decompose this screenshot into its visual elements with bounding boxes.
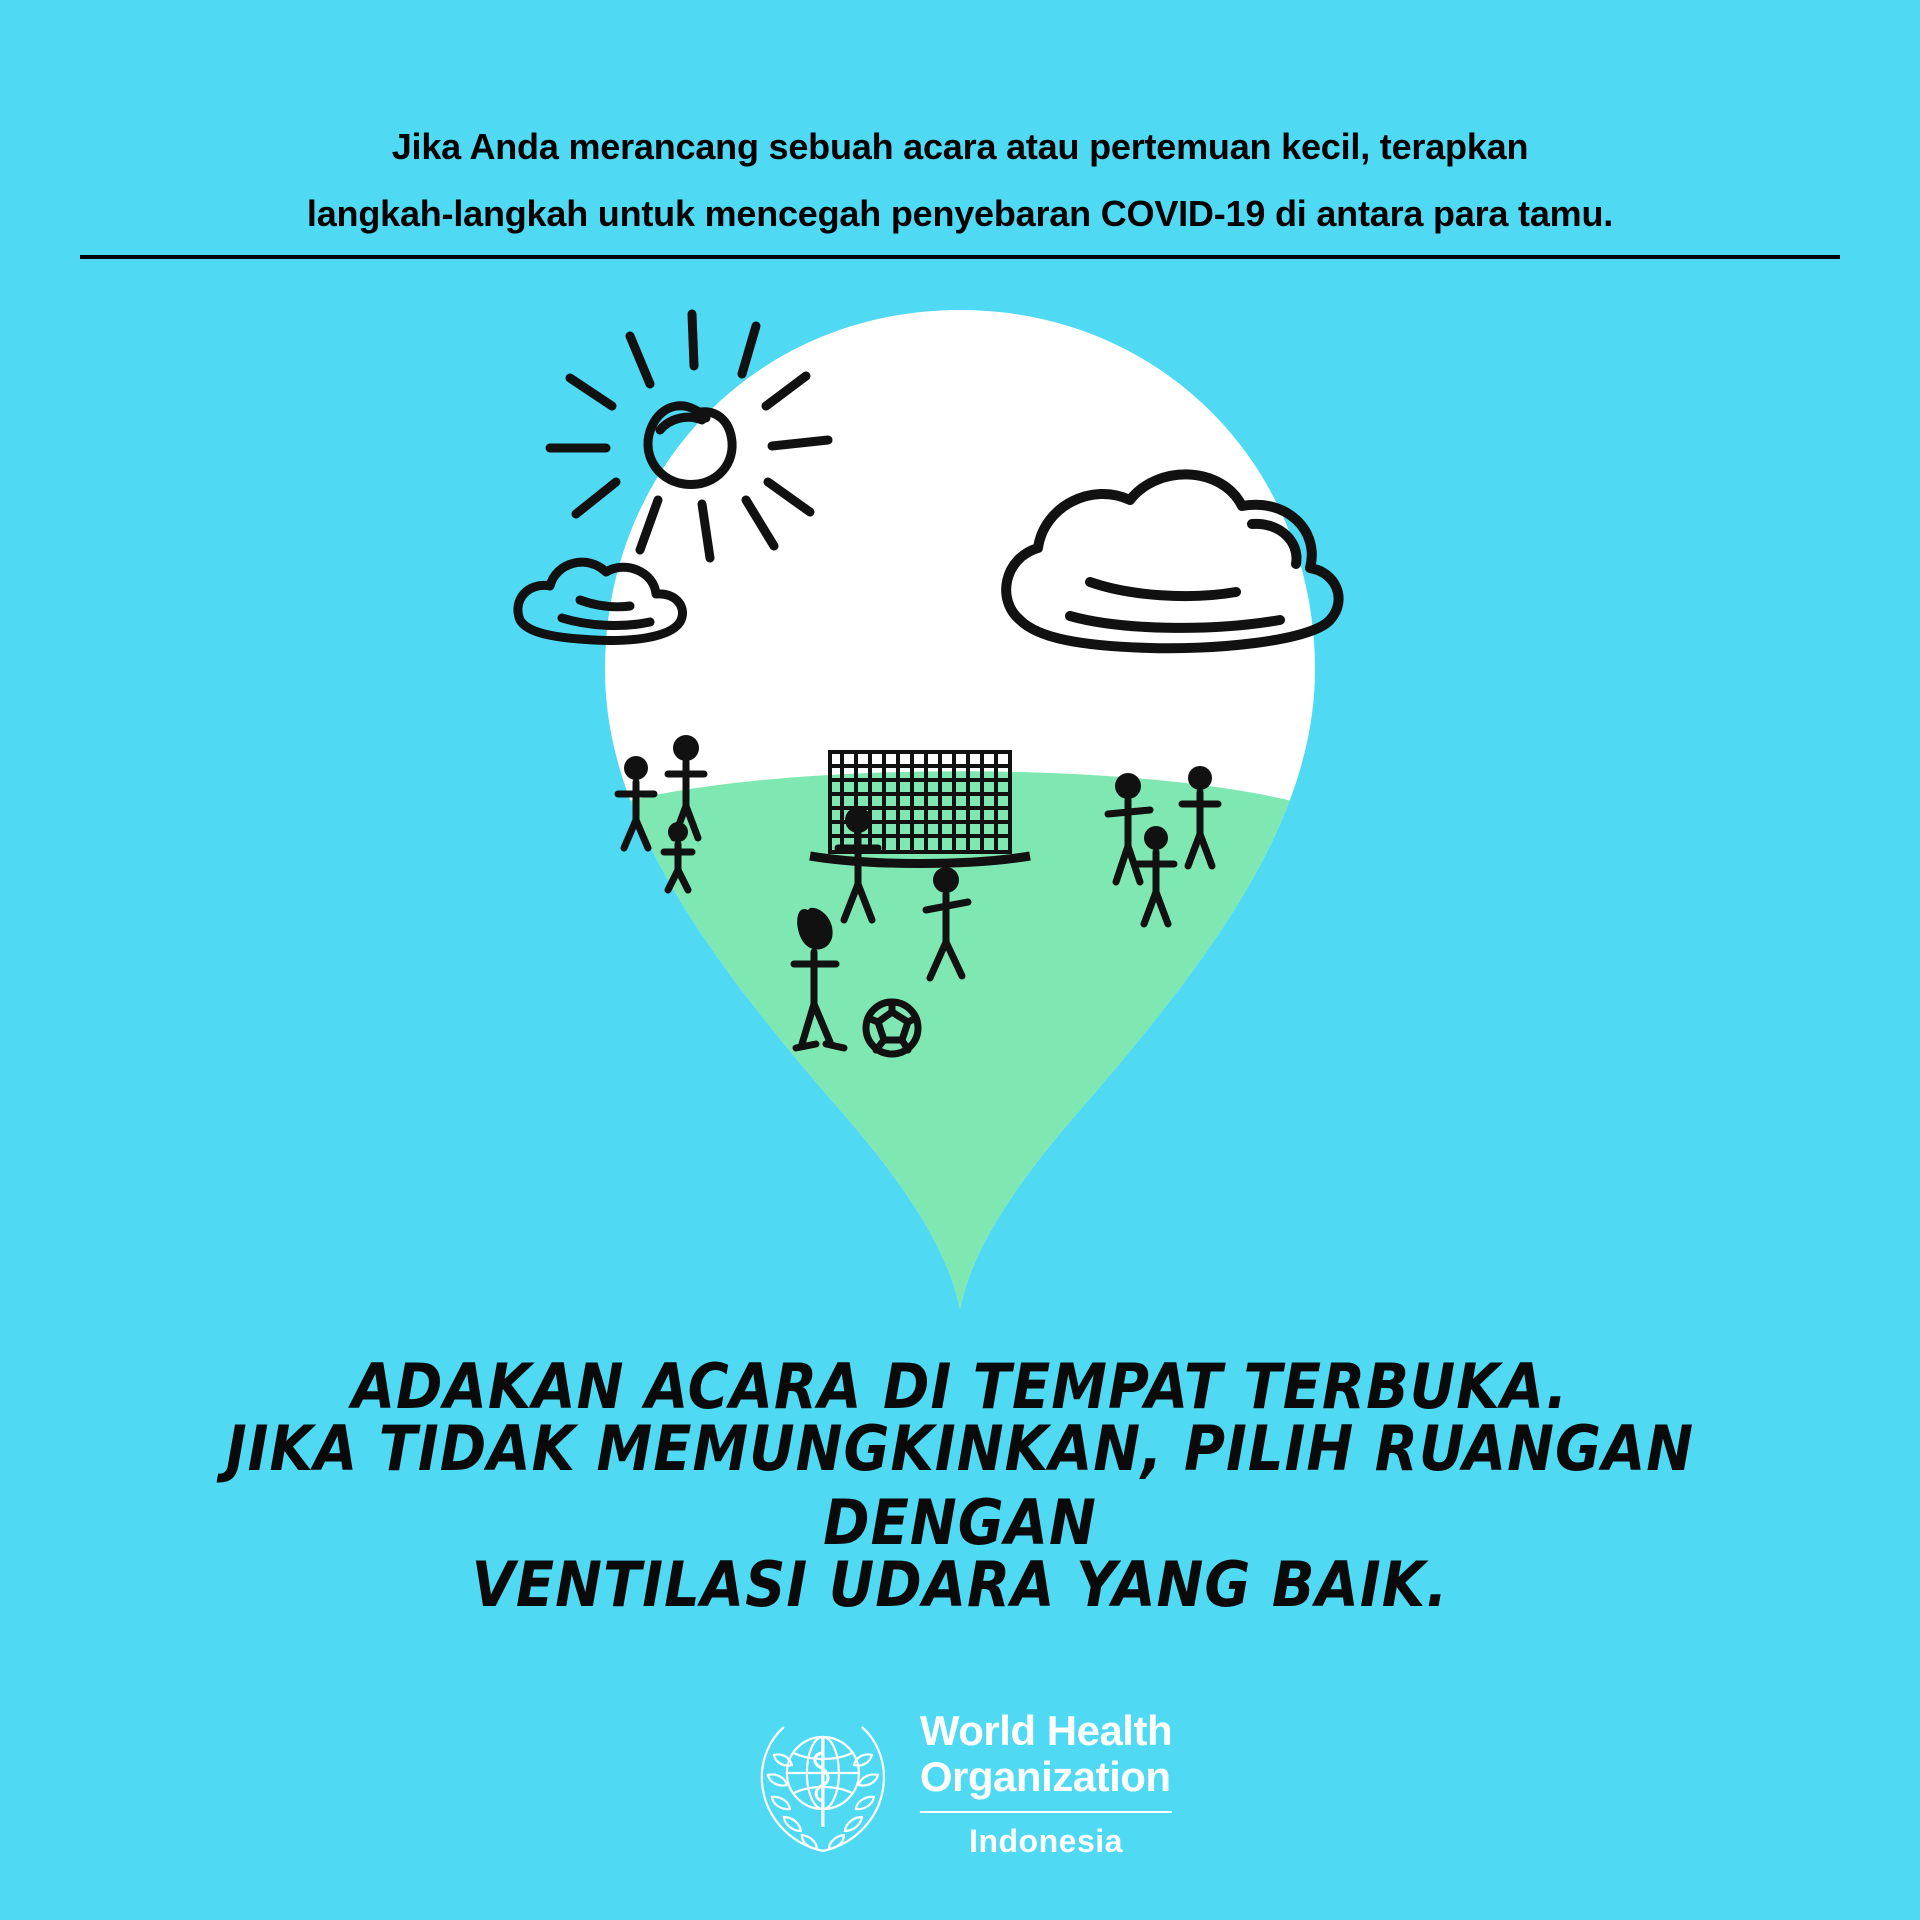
header-line-1: Jika Anda merancang sebuah acara atau pertemuan kecil, terapkan — [391, 126, 1529, 167]
who-name-line-1: World Health — [919, 1707, 1173, 1755]
caption-line-1: ADAKAN ACARA DI TEMPAT TERBUKA. — [351, 1351, 1569, 1424]
who-name-line-2: Organization — [919, 1752, 1171, 1800]
caption-line-3: VENTILASI UDARA YANG BAIK. — [471, 1549, 1449, 1623]
poster-caption — [100, 1351, 1820, 1623]
header-divider — [80, 255, 1840, 259]
who-logo — [748, 1708, 1172, 1860]
header-line-2: langkah-langkah untuk mencegah penyebaran COVID-19 di antara para tamu. — [306, 193, 1614, 235]
who-emblem-icon — [748, 1709, 898, 1859]
who-logo-divider — [920, 1811, 1172, 1813]
illustration-location-pin — [510, 300, 1410, 1360]
poster-header — [80, 120, 1840, 259]
who-country-label: Indonesia — [969, 1823, 1123, 1859]
caption-line-2: JIKA TIDAK MEMUNGKINKAN, PILIH RUANGAN DENGAN — [225, 1413, 1695, 1560]
